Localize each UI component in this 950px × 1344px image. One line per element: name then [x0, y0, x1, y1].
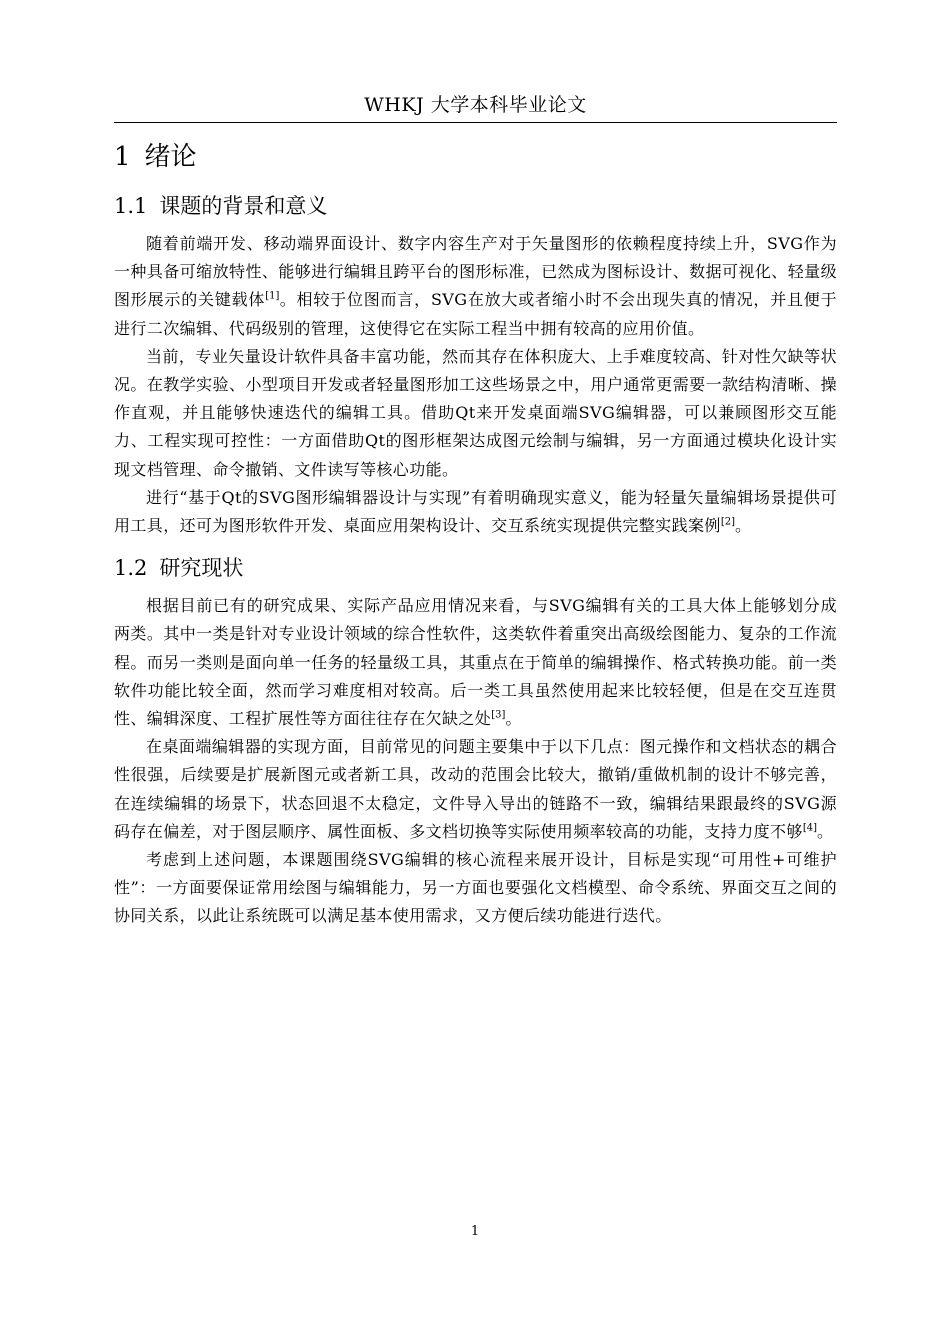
paragraph-tail: 。相较于位图而言，SVG在放大或者缩小时不会出现失真的情况，并且便于进行二次编辑、代码级别的管理，这使得它在实际工程当中拥有较高的应用价值。 [114, 290, 837, 338]
paragraph-tail: 。 [734, 516, 752, 536]
header-rule [114, 122, 837, 123]
paragraph-text: 在桌面端编辑器的实现方面，目前常见的问题主要集中于以下几点：图元操作和文档状态的耦合性很强，后续要是扩展新图元或者新工具，改动的范围会比较大，撤销/重做机制的设计不够完善，在连续编辑的场景下，状态回退不太稳定，文件导入导出的链路不一致，编辑结果跟最终的SVG源码存在偏差，对于图层顺序、属性面板、多文档切换等实际使用频率较高的功能，支持力度不够 [114, 737, 837, 841]
body-paragraph [114, 592, 837, 733]
body-paragraph [114, 343, 837, 484]
page-number: 1 [470, 1224, 480, 1239]
body-paragraph [114, 733, 837, 846]
paragraph-text: 进行“基于Qt的SVG图形编辑器设计与实现”有着明确现实意义，能为轻量矢量编辑场景提供可用工具，还可为图形软件开发、桌面应用架构设计、交互系统实现提供完整实践案例 [114, 487, 837, 536]
chapter-number: 1 [114, 142, 131, 172]
section-title [114, 190, 837, 222]
section-number: 1.2 [114, 556, 148, 581]
section-title-text: 课题的背景和意义 [159, 194, 328, 218]
citation-marker: [3] [491, 709, 506, 721]
section-spacer [114, 540, 837, 552]
paragraph-text: 当前，专业矢量设计软件具备丰富功能，然而其存在体积庞大、上手难度较高、针对性欠缺等状况。在教学实验、小型项目开发或者轻量图形加工这些场景之中，用户通常更需要一款结构清晰、操作直观，并且能够快速迭代的编辑工具。借助Qt来开发桌面端SVG编辑器，可以兼顾图形交互能力、工程实现可控性：一方面借助Qt的图形框架达成图元绘制与编辑，另一方面通过模块化设计实现文档管理、命令撤销、文件读写等核心功能。 [114, 346, 837, 479]
paragraph-text: 根据目前已有的研究成果、实际产品应用情况来看，与SVG编辑有关的工具大体上能够划分成两类。其中一类是针对专业设计领域的综合性软件，这类软件着重突出高级绘图能力、复杂的工作流程。而另一类则是面向单一任务的轻量级工具，其重点在于简单的编辑操作、格式转换功能。前一类软件功能比较全面，然而学习难度相对较高。后一类工具虽然使用起来比较轻便，但是在交互连贯性、编辑深度、工程扩展性等方面往往存在欠缺之处 [114, 596, 837, 729]
body-paragraph [114, 484, 837, 540]
citation-marker: [4] [802, 822, 817, 834]
section-number: 1.1 [114, 194, 148, 218]
paragraph-text: 随着前端开发、移动端界面设计、数字内容生产对于矢量图形的依赖程度持续上升，SVG作为一种具备可缩放特性、能够进行编辑且跨平台的图形标准，已然成为图标设计、数据可视化、轻量级图形展示的关键载体 [114, 234, 837, 310]
running-header: WHKJ 大学本科毕业论文 [364, 94, 587, 116]
chapter-title-text: 绪论 [144, 142, 197, 172]
citation-marker: [1] [265, 291, 280, 303]
paragraph-text: 考虑到上述问题，本课题围绕SVG编辑的核心流程来展开设计，目标是实现“可用性+可维护性”：一方面要保证常用绘图与编辑能力，另一方面也要强化文档模型、命令系统、界面交互之间的协同关系，以此让系统既可以满足基本使用需求，又方便后续功能进行迭代。 [114, 850, 837, 926]
paragraph-tail: 。 [816, 821, 834, 841]
chapter-title [114, 138, 837, 176]
citation-marker: [2] [720, 516, 735, 528]
paragraph-tail: 。 [505, 709, 522, 729]
body-paragraph [114, 230, 837, 343]
page-content [114, 138, 837, 931]
body-paragraph [114, 846, 837, 931]
section-title [114, 552, 837, 584]
section-title-text: 研究现状 [159, 556, 244, 581]
